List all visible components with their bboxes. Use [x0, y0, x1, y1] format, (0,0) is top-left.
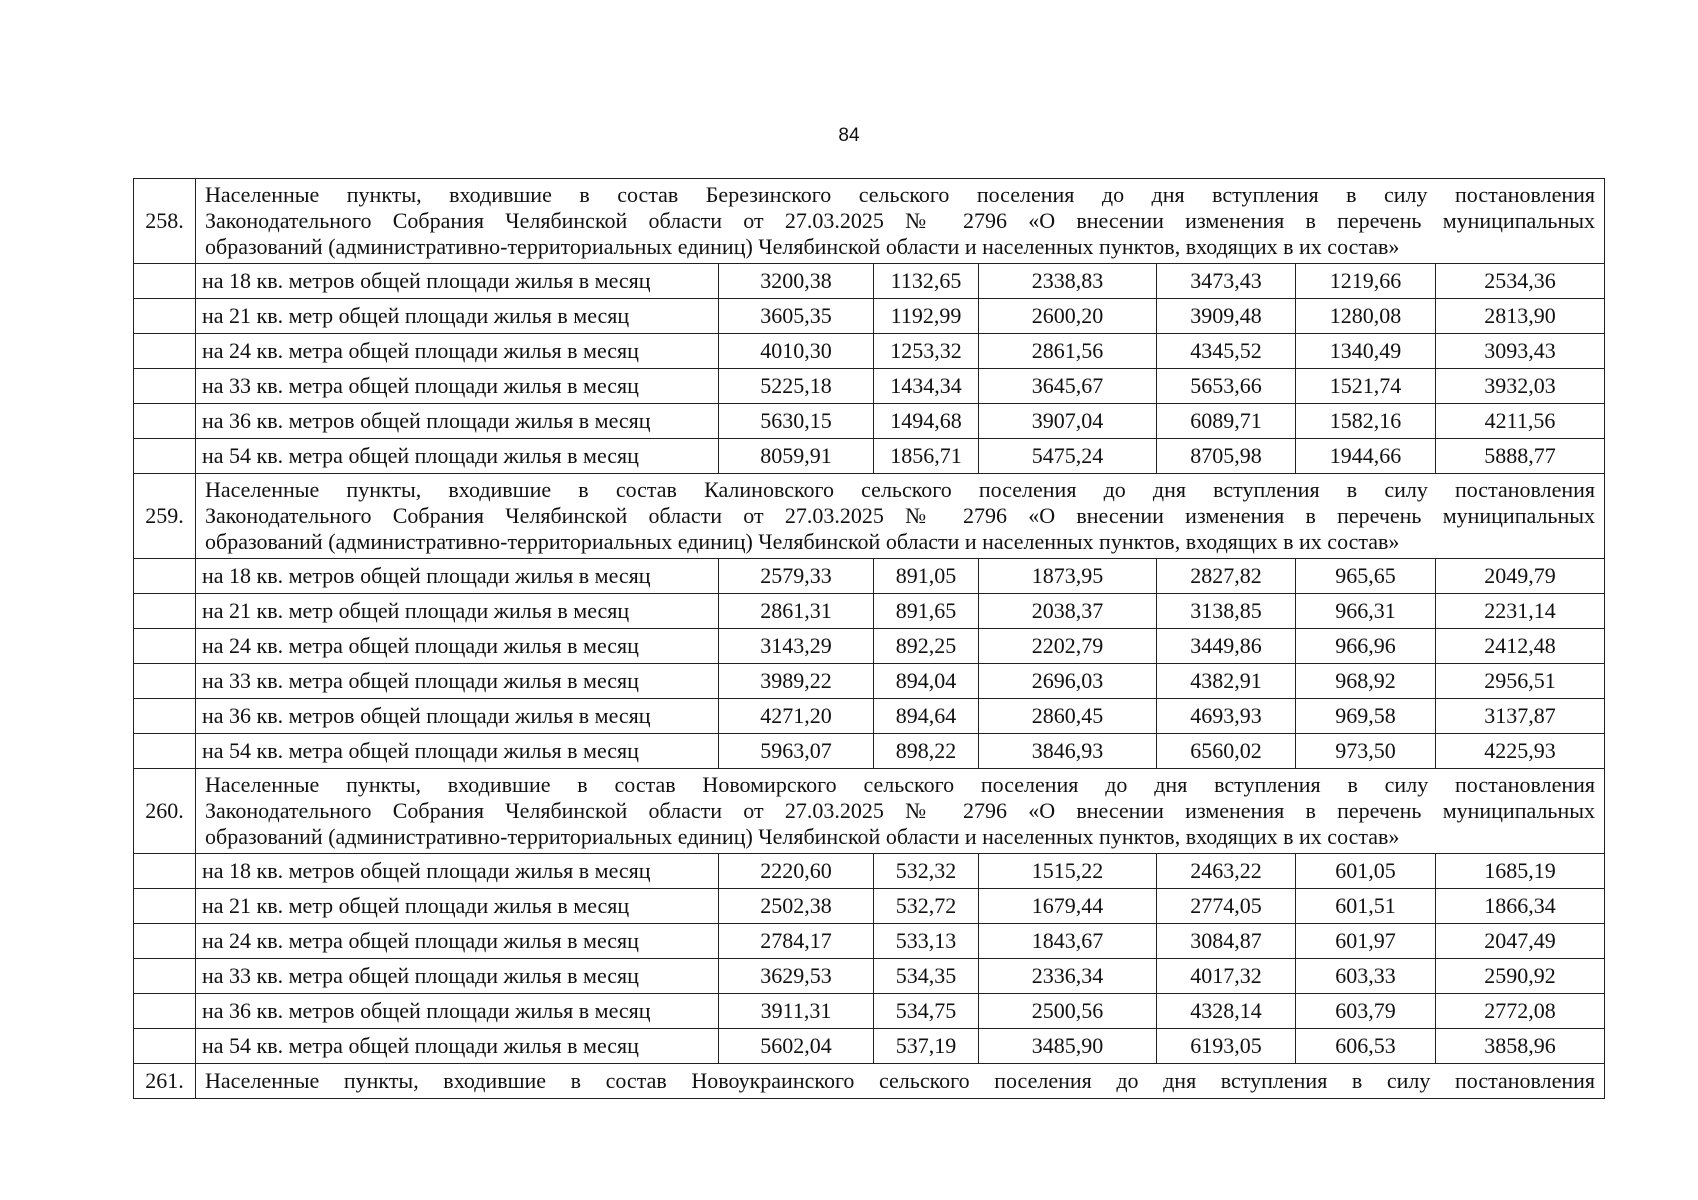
empty-number-cell — [134, 334, 196, 369]
empty-number-cell — [134, 404, 196, 439]
value-cell: 2049,79 — [1436, 559, 1605, 594]
value-cell: 1856,71 — [874, 439, 979, 474]
value-cell: 968,92 — [1296, 664, 1436, 699]
value-cell: 1866,34 — [1436, 889, 1605, 924]
value-cell: 2600,20 — [979, 299, 1157, 334]
table-row — [134, 1029, 1605, 1064]
value-cell: 898,22 — [874, 734, 979, 769]
value-cell: 5475,24 — [979, 439, 1157, 474]
value-cell: 3473,43 — [1157, 264, 1296, 299]
empty-number-cell — [134, 699, 196, 734]
value-cell: 3138,85 — [1157, 594, 1296, 629]
value-cell: 5963,07 — [719, 734, 874, 769]
value-cell: 1280,08 — [1296, 299, 1436, 334]
value-cell: 2336,34 — [979, 959, 1157, 994]
value-cell: 2338,83 — [979, 264, 1157, 299]
value-cell: 603,79 — [1296, 994, 1436, 1029]
table-row — [134, 299, 1605, 334]
table-row — [134, 924, 1605, 959]
row-label: на 54 кв. метра общей площади жилья в месяц — [196, 1029, 719, 1064]
row-label: на 54 кв. метра общей площади жилья в месяц — [196, 734, 719, 769]
empty-number-cell — [134, 629, 196, 664]
value-cell: 1873,95 — [979, 559, 1157, 594]
value-cell: 4017,32 — [1157, 959, 1296, 994]
page-number: 84 — [838, 125, 860, 146]
section-number: 258. — [134, 179, 196, 264]
section-title-line: образований (административно-территориальных единиц) Челябинской области и населенных пунктов, входящих в их состав» — [205, 529, 1400, 554]
value-cell: 1582,16 — [1296, 404, 1436, 439]
section-title — [196, 474, 1605, 559]
value-cell: 3485,90 — [979, 1029, 1157, 1064]
row-label: на 54 кв. метра общей площади жилья в месяц — [196, 439, 719, 474]
empty-number-cell — [134, 959, 196, 994]
section-title-line: образований (административно-территориальных единиц) Челябинской области и населенных пунктов, входящих в их состав» — [205, 234, 1400, 259]
empty-number-cell — [134, 664, 196, 699]
value-cell: 1843,67 — [979, 924, 1157, 959]
value-cell: 891,65 — [874, 594, 979, 629]
value-cell: 973,50 — [1296, 734, 1436, 769]
table-row — [134, 559, 1605, 594]
value-cell: 2774,05 — [1157, 889, 1296, 924]
empty-number-cell — [134, 264, 196, 299]
value-cell: 1494,68 — [874, 404, 979, 439]
value-cell: 532,32 — [874, 854, 979, 889]
value-cell: 2220,60 — [719, 854, 874, 889]
table-row — [134, 439, 1605, 474]
row-label: на 36 кв. метров общей площади жилья в месяц — [196, 994, 719, 1029]
value-cell: 2038,37 — [979, 594, 1157, 629]
table-row — [134, 404, 1605, 439]
row-label: на 24 кв. метра общей площади жилья в месяц — [196, 334, 719, 369]
value-cell: 2860,45 — [979, 699, 1157, 734]
value-cell: 3858,96 — [1436, 1029, 1605, 1064]
value-cell: 4693,93 — [1157, 699, 1296, 734]
value-cell: 1219,66 — [1296, 264, 1436, 299]
value-cell: 2784,17 — [719, 924, 874, 959]
value-cell: 534,75 — [874, 994, 979, 1029]
section-title — [196, 179, 1605, 264]
row-label: на 18 кв. метров общей площади жилья в месяц — [196, 559, 719, 594]
value-cell: 4225,93 — [1436, 734, 1605, 769]
value-cell: 2202,79 — [979, 629, 1157, 664]
value-cell: 1434,34 — [874, 369, 979, 404]
empty-number-cell — [134, 854, 196, 889]
value-cell: 2500,56 — [979, 994, 1157, 1029]
value-cell: 969,58 — [1296, 699, 1436, 734]
empty-number-cell — [134, 299, 196, 334]
row-label: на 21 кв. метр общей площади жилья в месяц — [196, 889, 719, 924]
value-cell: 2047,49 — [1436, 924, 1605, 959]
value-cell: 2956,51 — [1436, 664, 1605, 699]
section-number: 259. — [134, 474, 196, 559]
table-row — [134, 994, 1605, 1029]
value-cell: 1340,49 — [1296, 334, 1436, 369]
value-cell: 2696,03 — [979, 664, 1157, 699]
value-cell: 2813,90 — [1436, 299, 1605, 334]
tariff-table — [133, 178, 1605, 1099]
section-header-row — [134, 1064, 1605, 1099]
value-cell: 2861,56 — [979, 334, 1157, 369]
row-label: на 33 кв. метра общей площади жилья в месяц — [196, 664, 719, 699]
row-label: на 21 кв. метр общей площади жилья в месяц — [196, 299, 719, 334]
value-cell: 2534,36 — [1436, 264, 1605, 299]
table-row — [134, 734, 1605, 769]
value-cell: 3645,67 — [979, 369, 1157, 404]
value-cell: 3932,03 — [1436, 369, 1605, 404]
value-cell: 2412,48 — [1436, 629, 1605, 664]
row-label: на 21 кв. метр общей площади жилья в месяц — [196, 594, 719, 629]
value-cell: 3907,04 — [979, 404, 1157, 439]
value-cell: 532,72 — [874, 889, 979, 924]
section-header-row — [134, 769, 1605, 854]
table-row — [134, 334, 1605, 369]
value-cell: 891,05 — [874, 559, 979, 594]
value-cell: 6560,02 — [1157, 734, 1296, 769]
table-row — [134, 629, 1605, 664]
row-label: на 24 кв. метра общей площади жилья в месяц — [196, 629, 719, 664]
value-cell: 601,05 — [1296, 854, 1436, 889]
section-title-line: Законодательного Собрания Челябинской области от 27.03.2025 № 2796 «О внесении изменения в перечень муниципальных — [205, 503, 1596, 528]
value-cell: 1253,32 — [874, 334, 979, 369]
row-label: на 36 кв. метров общей площади жилья в месяц — [196, 699, 719, 734]
row-label: на 18 кв. метров общей площади жилья в месяц — [196, 264, 719, 299]
section-header-row — [134, 179, 1605, 264]
section-number: 261. — [134, 1064, 196, 1099]
row-label: на 24 кв. метра общей площади жилья в месяц — [196, 924, 719, 959]
value-cell: 533,13 — [874, 924, 979, 959]
value-cell: 2772,08 — [1436, 994, 1605, 1029]
table-row — [134, 854, 1605, 889]
section-title — [196, 1064, 1605, 1099]
section-title — [196, 769, 1605, 854]
value-cell: 965,65 — [1296, 559, 1436, 594]
row-label: на 33 кв. метра общей площади жилья в месяц — [196, 369, 719, 404]
section-title-line: образований (административно-территориальных единиц) Челябинской области и населенных пунктов, входящих в их состав» — [205, 824, 1400, 849]
value-cell: 892,25 — [874, 629, 979, 664]
value-cell: 3449,86 — [1157, 629, 1296, 664]
table-row — [134, 664, 1605, 699]
value-cell: 2463,22 — [1157, 854, 1296, 889]
value-cell: 1132,65 — [874, 264, 979, 299]
section-number: 260. — [134, 769, 196, 854]
value-cell: 4211,56 — [1436, 404, 1605, 439]
value-cell: 4382,91 — [1157, 664, 1296, 699]
value-cell: 5630,15 — [719, 404, 874, 439]
value-cell: 2827,82 — [1157, 559, 1296, 594]
section-title-line: Населенные пункты, входившие в состав Березинского сельского поселения до дня вступления в силу постановления — [205, 182, 1596, 207]
section-header-row — [134, 474, 1605, 559]
value-cell: 966,31 — [1296, 594, 1436, 629]
table-row — [134, 959, 1605, 994]
empty-number-cell — [134, 369, 196, 404]
value-cell: 3989,22 — [719, 664, 874, 699]
table-row — [134, 594, 1605, 629]
value-cell: 1515,22 — [979, 854, 1157, 889]
value-cell: 4010,30 — [719, 334, 874, 369]
row-label: на 33 кв. метра общей площади жилья в месяц — [196, 959, 719, 994]
section-title-line: Населенные пункты, входившие в состав Новомирского сельского поселения до дня вступления в силу постановления — [205, 772, 1596, 797]
section-title-line: Населенные пункты, входившие в состав Новоукраинского сельского поселения до дня вступления в силу постановления — [205, 1068, 1596, 1093]
table-row — [134, 699, 1605, 734]
value-cell: 4271,20 — [719, 699, 874, 734]
value-cell: 966,96 — [1296, 629, 1436, 664]
value-cell: 6089,71 — [1157, 404, 1296, 439]
value-cell: 5225,18 — [719, 369, 874, 404]
value-cell: 601,51 — [1296, 889, 1436, 924]
value-cell: 3846,93 — [979, 734, 1157, 769]
value-cell: 534,35 — [874, 959, 979, 994]
value-cell: 606,53 — [1296, 1029, 1436, 1064]
value-cell: 3137,87 — [1436, 699, 1605, 734]
value-cell: 3605,35 — [719, 299, 874, 334]
value-cell: 8705,98 — [1157, 439, 1296, 474]
value-cell: 1685,19 — [1436, 854, 1605, 889]
table-row — [134, 264, 1605, 299]
value-cell: 4328,14 — [1157, 994, 1296, 1029]
value-cell: 4345,52 — [1157, 334, 1296, 369]
value-cell: 2861,31 — [719, 594, 874, 629]
value-cell: 2231,14 — [1436, 594, 1605, 629]
value-cell: 2579,33 — [719, 559, 874, 594]
value-cell: 3200,38 — [719, 264, 874, 299]
value-cell: 6193,05 — [1157, 1029, 1296, 1064]
empty-number-cell — [134, 439, 196, 474]
value-cell: 3629,53 — [719, 959, 874, 994]
value-cell: 3909,48 — [1157, 299, 1296, 334]
value-cell: 1944,66 — [1296, 439, 1436, 474]
value-cell: 3093,43 — [1436, 334, 1605, 369]
section-title-line: Законодательного Собрания Челябинской области от 27.03.2025 № 2796 «О внесении изменения в перечень муниципальных — [205, 798, 1596, 823]
empty-number-cell — [134, 594, 196, 629]
value-cell: 5602,04 — [719, 1029, 874, 1064]
row-label: на 36 кв. метров общей площади жилья в месяц — [196, 404, 719, 439]
value-cell: 894,04 — [874, 664, 979, 699]
row-label: на 18 кв. метров общей площади жилья в месяц — [196, 854, 719, 889]
value-cell: 2590,92 — [1436, 959, 1605, 994]
value-cell: 1192,99 — [874, 299, 979, 334]
value-cell: 5888,77 — [1436, 439, 1605, 474]
empty-number-cell — [134, 924, 196, 959]
value-cell: 8059,91 — [719, 439, 874, 474]
value-cell: 1679,44 — [979, 889, 1157, 924]
empty-number-cell — [134, 1029, 196, 1064]
table-row — [134, 369, 1605, 404]
value-cell: 894,64 — [874, 699, 979, 734]
value-cell: 601,97 — [1296, 924, 1436, 959]
table-row — [134, 889, 1605, 924]
value-cell: 2502,38 — [719, 889, 874, 924]
value-cell: 1521,74 — [1296, 369, 1436, 404]
value-cell: 3143,29 — [719, 629, 874, 664]
empty-number-cell — [134, 994, 196, 1029]
value-cell: 537,19 — [874, 1029, 979, 1064]
value-cell: 3084,87 — [1157, 924, 1296, 959]
value-cell: 3911,31 — [719, 994, 874, 1029]
section-title-line: Законодательного Собрания Челябинской области от 27.03.2025 № 2796 «О внесении изменения в перечень муниципальных — [205, 208, 1596, 233]
empty-number-cell — [134, 734, 196, 769]
section-title-line: Населенные пункты, входившие в состав Калиновского сельского поселения до дня вступления в силу постановления — [205, 477, 1596, 502]
empty-number-cell — [134, 559, 196, 594]
value-cell: 5653,66 — [1157, 369, 1296, 404]
value-cell: 603,33 — [1296, 959, 1436, 994]
empty-number-cell — [134, 889, 196, 924]
